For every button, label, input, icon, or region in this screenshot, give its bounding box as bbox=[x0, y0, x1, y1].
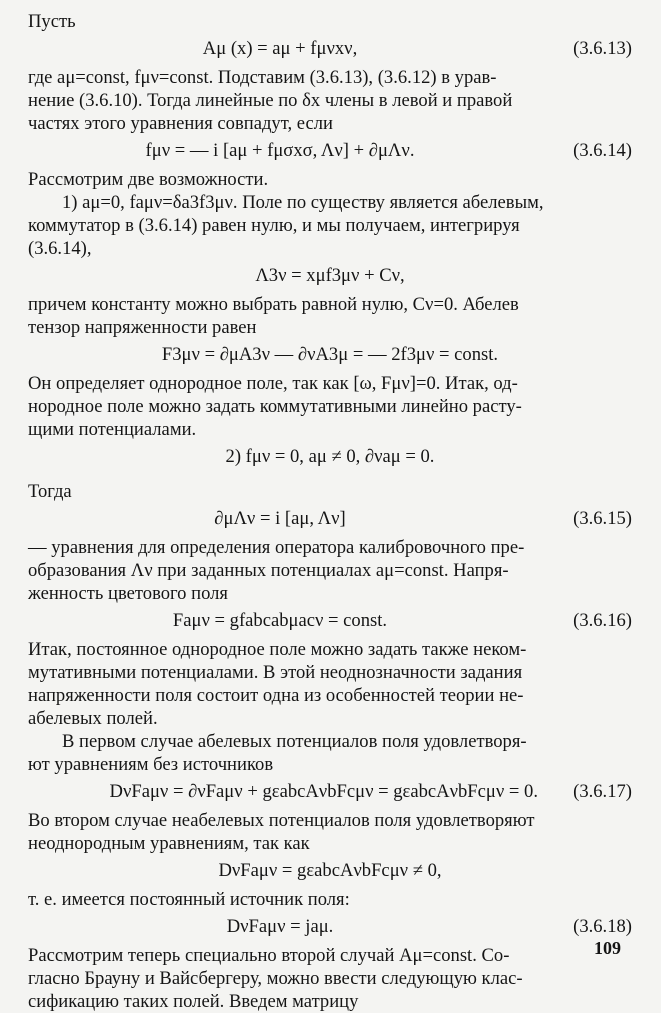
text-line: Пусть bbox=[28, 11, 76, 32]
equation-body: 2) fμν = 0, aμ ≠ 0, ∂νaμ = 0. bbox=[225, 446, 435, 467]
equation-3-6-18 bbox=[28, 915, 632, 940]
equation-case-2 bbox=[28, 445, 632, 470]
equation-number: (3.6.13) bbox=[573, 38, 632, 59]
text-line: т. е. имеется постоянный источник поля: bbox=[28, 889, 350, 910]
page-number: 109 bbox=[594, 938, 621, 958]
text-line: Итак, постоянное однородное поле можно задать также неком- bbox=[28, 639, 527, 660]
equation-body: DνFaμν = ∂νFaμν + gεabcAνbFcμν = gεabcAνbFcμν = 0. bbox=[109, 781, 538, 802]
text-line: образования Λν при заданных потенциалах aμ=const. Напря- bbox=[28, 560, 509, 581]
equation-3-6-16 bbox=[28, 609, 632, 634]
equation-body: F3μν = ∂μA3ν — ∂νA3μ = — 2f3μν = const. bbox=[161, 344, 499, 365]
equation-F3 bbox=[28, 343, 632, 368]
text-line: Тогда bbox=[28, 481, 72, 502]
text-line: ют уравнениям без источников bbox=[28, 754, 274, 775]
equation-body: Λ3ν = xμf3μν + Cν, bbox=[255, 265, 405, 286]
text-line: 1) aμ=0, faμν=δa3f3μν. Поле по существу является абелевым, bbox=[62, 192, 544, 213]
text-line: (3.6.14), bbox=[28, 238, 92, 259]
text-line: — уравнения для определения оператора калибровочного пре- bbox=[28, 537, 525, 558]
text-line: нородное поле можно задать коммутативными линейно расту- bbox=[28, 396, 522, 417]
text-line: Он определяет однородное поле, так как [ω, Fμν]=0. Итак, од- bbox=[28, 373, 518, 394]
text-line: Рассмотрим две возможности. bbox=[28, 169, 269, 190]
text-line: женность цветового поля bbox=[28, 583, 228, 604]
equation-body: Aμ (x) = aμ + fμνxν, bbox=[202, 38, 358, 59]
equation-number: (3.6.16) bbox=[573, 610, 632, 631]
equation-body: DνFaμν = jaμ. bbox=[226, 916, 334, 937]
equation-body: fμν = — i [aμ + fμσxσ, Λν] + ∂μΛν. bbox=[145, 140, 415, 161]
text-line: частях этого уравнения совпадут, если bbox=[28, 113, 333, 134]
text-line: нение (3.6.10). Тогда линейные по δx члены в левой и правой bbox=[28, 90, 513, 111]
equation-body: Faμν = gfabcabμacν = const. bbox=[172, 610, 388, 631]
equation-3-6-14 bbox=[28, 139, 632, 164]
text-line: Рассмотрим теперь специально второй случай Aμ=const. Со- bbox=[28, 945, 510, 966]
equation-3-6-15 bbox=[28, 507, 632, 532]
equation-3-6-13 bbox=[28, 37, 632, 62]
equation-D-nonzero bbox=[28, 859, 632, 884]
text-line: щими потенциалами. bbox=[28, 419, 197, 440]
text-line: причем константу можно выбрать равной нулю, Cν=0. Абелев bbox=[28, 294, 519, 315]
equation-number: (3.6.14) bbox=[573, 140, 632, 161]
text-line: абелевых полей. bbox=[28, 708, 158, 729]
equation-number: (3.6.15) bbox=[573, 508, 632, 529]
text-line: мутативными потенциалами. В этой неоднозначности задания bbox=[28, 662, 523, 683]
text-line: сификацию таких полей. Введем матрицу bbox=[28, 991, 359, 1012]
equation-body: DνFaμν = gεabcAνbFcμν ≠ 0, bbox=[218, 860, 442, 881]
text-line: В первом случае абелевых потенциалов поля удовлетворя- bbox=[62, 731, 527, 752]
text-line: тензор напряженности равен bbox=[28, 317, 257, 338]
text-line: Во втором случае неабелевых потенциалов поля удовлетворяют bbox=[28, 810, 535, 831]
equation-body: ∂μΛν = i [aμ, Λν] bbox=[214, 508, 346, 529]
equation-number: (3.6.17) bbox=[573, 781, 632, 802]
equation-3-6-17 bbox=[28, 780, 632, 805]
text-line: коммутатор в (3.6.14) равен нулю, и мы получаем, интегрируя bbox=[28, 215, 520, 236]
text-line: гласно Брауну и Вайсбергеру, можно ввести следующую клас- bbox=[28, 968, 523, 989]
text-line: неоднородным уравнениям, так как bbox=[28, 833, 310, 854]
equation-number: (3.6.18) bbox=[573, 916, 632, 937]
text-line: напряженности поля состоит одна из особенностей теории не- bbox=[28, 685, 524, 706]
page-content bbox=[28, 10, 632, 1013]
text-line: где aμ=const, fμν=const. Подставим (3.6.13), (3.6.12) в урав- bbox=[28, 67, 497, 88]
equation-lambda3 bbox=[28, 264, 632, 289]
